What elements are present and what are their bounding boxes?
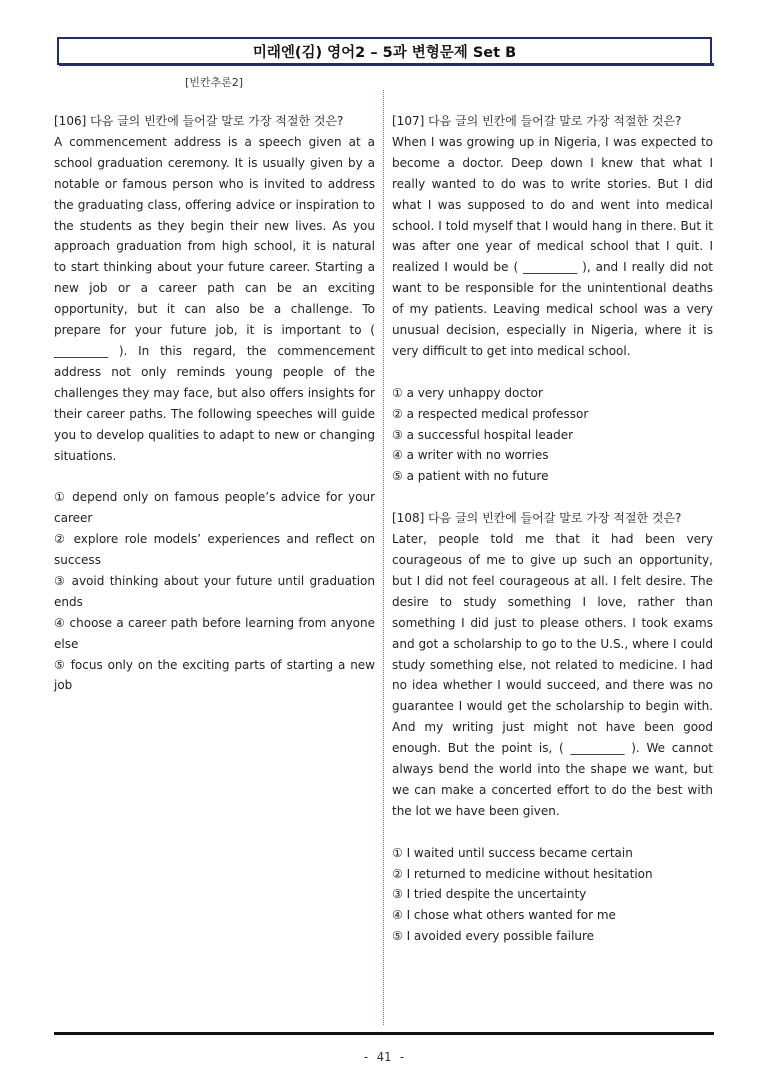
- question-passage: A commencement address is a speech given at a school graduation ceremony. It is usually given by a notable or famous person who is invited to address the graduating class, offering advice or inspiration to the students as they begin their new lives. As you approach graduation from high school, it is natural to start thinking about your future career. Starting a new job or a career path can be an exciting opportunity, but it can also be a challenge. To prepare for your future job, it is important to ( _________ ). In this regard, the commencement address not only reminds young people of the challenges they may face, but also offers insights for their career paths. The following speeches will guide you to develop qualities to adapt to new or changing situations.: [54, 134, 375, 463]
- option-3[interactable]: ③ I tried despite the uncertainty: [392, 887, 587, 902]
- option-5[interactable]: ⑤ focus only on the exciting parts of starting a new job: [54, 657, 375, 693]
- option-5[interactable]: ⑤ a patient with no future: [392, 469, 549, 484]
- option-1[interactable]: ① a very unhappy doctor: [392, 385, 543, 400]
- option-2[interactable]: ② explore role models’ experiences and reflect on success: [54, 532, 375, 568]
- left-column: [54, 111, 375, 696]
- question-passage: When I was growing up in Nigeria, I was expected to become a doctor. Deep down I knew that what I really wanted to do was to write stories. But I did what I was supposed to do and went into medical school. I told myself that I would hang in there. But it was after one year of medical school that I quit. I realized I would be ( _________ ), and I really did not want to be responsible for the unintentional deaths of my patients. Leaving medical school was a very unusual decision, especially in Nigeria, where it is very difficult to get into medical school.: [392, 134, 713, 358]
- option-4[interactable]: ④ a writer with no worries: [392, 448, 549, 463]
- option-4[interactable]: ④ I chose what others wanted for me: [392, 908, 616, 923]
- question-107: [392, 111, 713, 487]
- question-heading: [106] 다음 글의 빈칸에 들어갈 말로 가장 적절한 것은?: [54, 114, 344, 128]
- right-column: [392, 111, 713, 947]
- footer-rule: [54, 1032, 714, 1035]
- section-tag: [빈칸추론2]: [185, 76, 244, 89]
- option-2[interactable]: ② a respected medical professor: [392, 406, 589, 421]
- question-passage: Later, people told me that it had been very courageous of me to give up such an opportunity, but I did not feel courageous at all. I felt desire. The desire to study something I love, rather than something I did just to please others. I took exams and got a scholarship to go to the U.S., where I could study something else, not related to medicine. I had no idea whether I would succeed, and there was no guarantee I would get the scholarship to begin with. And my writing just might not have been good enough. But the point is, ( _________ ). We cannot always bend the world into the shape we want, but we can make a concerted effort to do the best with the lot we have been given.: [392, 532, 713, 818]
- question-108: [392, 508, 713, 947]
- option-3[interactable]: ③ a successful hospital leader: [392, 427, 574, 442]
- column-divider: [383, 90, 384, 1025]
- question-106: [54, 111, 375, 696]
- option-1[interactable]: ① depend only on famous people’s advice for your career: [54, 490, 375, 526]
- option-3[interactable]: ③ avoid thinking about your future until graduation ends: [54, 573, 375, 609]
- question-heading: [107] 다음 글의 빈칸에 들어갈 말로 가장 적절한 것은?: [392, 114, 682, 128]
- option-4[interactable]: ④ choose a career path before learning from anyone else: [54, 615, 375, 651]
- option-1[interactable]: ① I waited until success became certain: [392, 845, 633, 860]
- question-heading: [108] 다음 글의 빈칸에 들어갈 말로 가장 적절한 것은?: [392, 511, 682, 526]
- option-5[interactable]: ⑤ I avoided every possible failure: [392, 929, 595, 944]
- option-2[interactable]: ② I returned to medicine without hesitation: [392, 866, 653, 881]
- page-number: - 41 -: [362, 1050, 406, 1064]
- document-title-box: [57, 37, 712, 65]
- document-title: 미래엔(김) 영어2 – 5과 변형문제 Set B: [252, 44, 517, 61]
